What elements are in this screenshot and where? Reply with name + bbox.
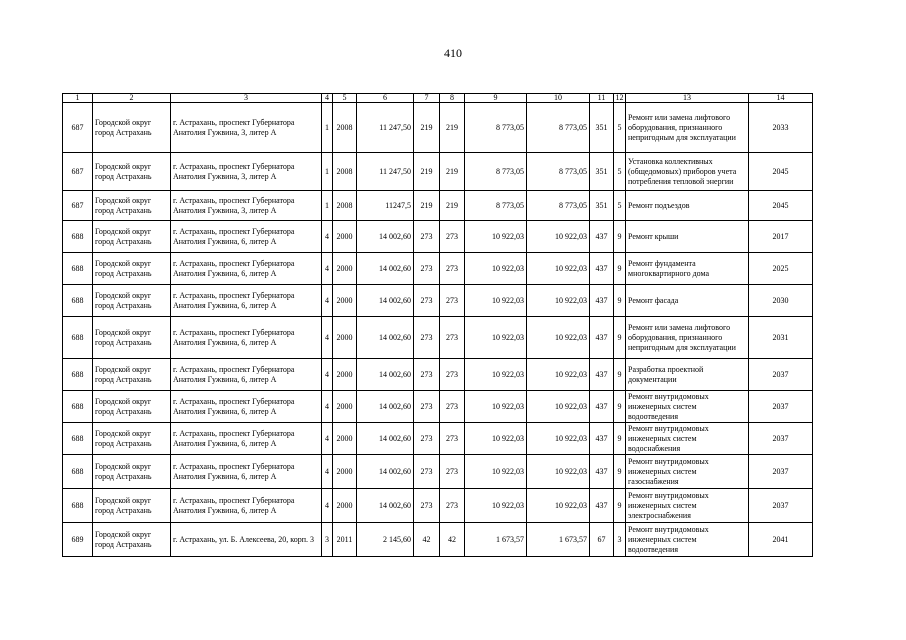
column-4-cell: 1 xyxy=(322,153,333,191)
header-cell: 13 xyxy=(626,94,749,103)
address-cell: г. Астрахань, проспект Губернатора Анатолия Гужвина, 6, литер А xyxy=(171,285,322,317)
column-12-cell: 5 xyxy=(614,191,626,221)
work-type-cell: Установка коллективных (общедомовых) приборов учета потребления тепловой энергии xyxy=(626,153,749,191)
table-row xyxy=(63,103,813,153)
column-9-cell: 10 922,03 xyxy=(465,285,527,317)
row-number-cell: 688 xyxy=(63,455,93,489)
column-4-cell: 4 xyxy=(322,221,333,253)
table-row xyxy=(63,153,813,191)
municipality-cell: Городской округ город Астрахань xyxy=(93,317,171,359)
work-type-cell: Ремонт внутридомовых инженерных систем водоотведения xyxy=(626,523,749,557)
address-cell: г. Астрахань, проспект Губернатора Анатолия Гужвина, 6, литер А xyxy=(171,253,322,285)
planned-year-cell: 2017 xyxy=(749,221,813,253)
year-cell: 2000 xyxy=(333,489,357,523)
year-cell: 2000 xyxy=(333,423,357,455)
table-row xyxy=(63,253,813,285)
column-8-cell: 273 xyxy=(440,455,465,489)
municipality-cell: Городской округ город Астрахань xyxy=(93,103,171,153)
header-cell: 12 xyxy=(615,93,624,102)
column-6-cell: 14 002,60 xyxy=(357,391,414,423)
address-cell: г. Астрахань, проспект Губернатора Анатолия Гужвина, 6, литер А xyxy=(171,489,322,523)
column-12-cell: 5 xyxy=(614,103,626,153)
row-number-cell: 688 xyxy=(63,391,93,423)
column-11-cell: 437 xyxy=(590,359,614,391)
column-10-cell: 10 922,03 xyxy=(527,285,590,317)
column-9-cell: 10 922,03 xyxy=(465,221,527,253)
table-row xyxy=(63,523,813,557)
planned-year-cell: 2030 xyxy=(749,285,813,317)
column-4-cell: 1 xyxy=(322,103,333,153)
work-type-cell: Ремонт крыши xyxy=(626,221,749,253)
planned-year-cell: 2037 xyxy=(749,455,813,489)
column-11-cell: 351 xyxy=(590,191,614,221)
row-number-cell: 688 xyxy=(63,489,93,523)
planned-year-cell: 2037 xyxy=(749,423,813,455)
address-cell: г. Астрахань, проспект Губернатора Анатолия Гужвина, 3, литер А xyxy=(171,191,322,221)
planned-year-cell: 2037 xyxy=(749,359,813,391)
column-10-cell: 10 922,03 xyxy=(527,489,590,523)
work-type-cell: Ремонт внутридомовых инженерных систем газоснабжения xyxy=(626,455,749,489)
table-row xyxy=(63,285,813,317)
address-cell: г. Астрахань, проспект Губернатора Анатолия Гужвина, 6, литер А xyxy=(171,391,322,423)
column-7-cell: 273 xyxy=(414,489,440,523)
column-4-cell: 3 xyxy=(322,523,333,557)
column-10-cell: 10 922,03 xyxy=(527,423,590,455)
municipality-cell: Городской округ город Астрахань xyxy=(93,221,171,253)
column-12-cell: 5 xyxy=(614,153,626,191)
work-type-cell: Ремонт внутридомовых инженерных систем водоотведения xyxy=(626,391,749,423)
column-11-cell: 437 xyxy=(590,253,614,285)
year-cell: 2000 xyxy=(333,359,357,391)
work-type-cell: Ремонт внутридомовых инженерных систем электроснабжения xyxy=(626,489,749,523)
column-6-cell: 14 002,60 xyxy=(357,359,414,391)
column-6-cell: 14 002,60 xyxy=(357,285,414,317)
column-4-cell: 4 xyxy=(322,391,333,423)
column-8-cell: 273 xyxy=(440,221,465,253)
column-8-cell: 273 xyxy=(440,253,465,285)
column-8-cell: 273 xyxy=(440,317,465,359)
table-row xyxy=(63,191,813,221)
column-10-cell: 10 922,03 xyxy=(527,391,590,423)
table-row xyxy=(63,455,813,489)
column-10-cell: 10 922,03 xyxy=(527,253,590,285)
column-9-cell: 8 773,05 xyxy=(465,191,527,221)
municipality-cell: Городской округ город Астрахань xyxy=(93,423,171,455)
year-cell: 2000 xyxy=(333,317,357,359)
column-8-cell: 273 xyxy=(440,359,465,391)
column-9-cell: 10 922,03 xyxy=(465,359,527,391)
header-cell: 1 xyxy=(63,94,93,103)
row-number-cell: 689 xyxy=(63,523,93,557)
row-number-cell: 688 xyxy=(63,317,93,359)
column-7-cell: 219 xyxy=(414,191,440,221)
column-8-cell: 273 xyxy=(440,285,465,317)
column-10-cell: 1 673,57 xyxy=(527,523,590,557)
column-7-cell: 273 xyxy=(414,423,440,455)
work-type-cell: Ремонт внутридомовых инженерных систем водоснабжения xyxy=(626,423,749,455)
municipality-cell: Городской округ город Астрахань xyxy=(93,359,171,391)
table-row xyxy=(63,221,813,253)
municipality-cell: Городской округ город Астрахань xyxy=(93,489,171,523)
header-cell: 9 xyxy=(465,94,527,103)
column-11-cell: 437 xyxy=(590,423,614,455)
column-8-cell: 219 xyxy=(440,103,465,153)
column-4-cell: 4 xyxy=(322,455,333,489)
column-10-cell: 10 922,03 xyxy=(527,317,590,359)
column-12-cell: 9 xyxy=(614,359,626,391)
column-4-cell: 1 xyxy=(322,191,333,221)
column-12-cell: 9 xyxy=(614,285,626,317)
row-number-cell: 688 xyxy=(63,423,93,455)
row-number-cell: 688 xyxy=(63,285,93,317)
municipality-cell: Городской округ город Астрахань xyxy=(93,285,171,317)
header-cell: 11 xyxy=(590,94,614,103)
column-7-cell: 42 xyxy=(414,523,440,557)
column-4-cell: 4 xyxy=(322,317,333,359)
address-cell: г. Астрахань, проспект Губернатора Анатолия Гужвина, 6, литер А xyxy=(171,317,322,359)
column-6-cell: 11 247,50 xyxy=(357,103,414,153)
header-cell: 10 xyxy=(527,94,590,103)
column-7-cell: 219 xyxy=(414,153,440,191)
municipality-cell: Городской округ город Астрахань xyxy=(93,523,171,557)
column-11-cell: 437 xyxy=(590,489,614,523)
address-cell: г. Астрахань, проспект Губернатора Анатолия Гужвина, 3, литер А xyxy=(171,103,322,153)
column-12-cell: 3 xyxy=(614,523,626,557)
year-cell: 2008 xyxy=(333,103,357,153)
row-number-cell: 687 xyxy=(63,103,93,153)
column-7-cell: 273 xyxy=(414,317,440,359)
column-12-cell: 9 xyxy=(614,489,626,523)
planned-year-cell: 2033 xyxy=(749,103,813,153)
work-type-cell: Разработка проектной документации xyxy=(626,359,749,391)
column-7-cell: 273 xyxy=(414,253,440,285)
address-cell: г. Астрахань, проспект Губернатора Анатолия Гужвина, 6, литер А xyxy=(171,359,322,391)
column-10-cell: 8 773,05 xyxy=(527,191,590,221)
table-row xyxy=(63,489,813,523)
address-cell: г. Астрахань, проспект Губернатора Анатолия Гужвина, 6, литер А xyxy=(171,423,322,455)
column-6-cell: 14 002,60 xyxy=(357,317,414,359)
address-cell: г. Астрахань, проспект Губернатора Анатолия Гужвина, 3, литер А xyxy=(171,153,322,191)
year-cell: 2000 xyxy=(333,455,357,489)
column-8-cell: 273 xyxy=(440,391,465,423)
planned-year-cell: 2037 xyxy=(749,391,813,423)
column-8-cell: 219 xyxy=(440,191,465,221)
work-type-cell: Ремонт или замена лифтового оборудования, признанного непригодным для эксплуатации xyxy=(626,103,749,153)
year-cell: 2000 xyxy=(333,285,357,317)
header-cell: 3 xyxy=(171,94,322,103)
column-6-cell: 2 145,60 xyxy=(357,523,414,557)
column-11-cell: 351 xyxy=(590,153,614,191)
column-10-cell: 8 773,05 xyxy=(527,153,590,191)
column-4-cell: 4 xyxy=(322,359,333,391)
column-6-cell: 14 002,60 xyxy=(357,221,414,253)
table-row xyxy=(63,391,813,423)
year-cell: 2000 xyxy=(333,391,357,423)
column-6-cell: 14 002,60 xyxy=(357,253,414,285)
column-10-cell: 10 922,03 xyxy=(527,455,590,489)
year-cell: 2000 xyxy=(333,221,357,253)
work-type-cell: Ремонт или замена лифтового оборудования, признанного непригодным для эксплуатации xyxy=(626,317,749,359)
column-4-cell: 4 xyxy=(322,253,333,285)
planned-year-cell: 2037 xyxy=(749,489,813,523)
column-7-cell: 273 xyxy=(414,285,440,317)
column-11-cell: 437 xyxy=(590,285,614,317)
column-12-cell: 9 xyxy=(614,253,626,285)
column-9-cell: 10 922,03 xyxy=(465,253,527,285)
header-cell: 5 xyxy=(333,94,357,103)
column-6-cell: 14 002,60 xyxy=(357,455,414,489)
column-9-cell: 8 773,05 xyxy=(465,103,527,153)
column-4-cell: 4 xyxy=(322,489,333,523)
header-cell: 4 xyxy=(322,94,333,103)
column-11-cell: 67 xyxy=(590,523,614,557)
column-9-cell: 10 922,03 xyxy=(465,423,527,455)
column-7-cell: 219 xyxy=(414,103,440,153)
table-body xyxy=(63,94,813,557)
column-9-cell: 10 922,03 xyxy=(465,317,527,359)
column-4-cell: 4 xyxy=(322,285,333,317)
table-row xyxy=(63,423,813,455)
column-9-cell: 10 922,03 xyxy=(465,455,527,489)
planned-year-cell: 2025 xyxy=(749,253,813,285)
address-cell: г. Астрахань, ул. Б. Алексеева, 20, корп. 3 xyxy=(171,523,322,557)
row-number-cell: 688 xyxy=(63,359,93,391)
table-row xyxy=(63,359,813,391)
year-cell: 2008 xyxy=(333,191,357,221)
column-11-cell: 437 xyxy=(590,455,614,489)
column-11-cell: 351 xyxy=(590,103,614,153)
table-row xyxy=(63,317,813,359)
column-12-cell: 9 xyxy=(614,317,626,359)
column-6-cell: 11 247,50 xyxy=(357,153,414,191)
planned-year-cell: 2041 xyxy=(749,523,813,557)
column-6-cell: 14 002,60 xyxy=(357,489,414,523)
column-10-cell: 10 922,03 xyxy=(527,221,590,253)
header-cell: 6 xyxy=(357,94,414,103)
row-number-cell: 687 xyxy=(63,191,93,221)
planned-year-cell: 2031 xyxy=(749,317,813,359)
year-cell: 2011 xyxy=(333,523,357,557)
column-10-cell: 8 773,05 xyxy=(527,103,590,153)
column-8-cell: 273 xyxy=(440,423,465,455)
column-6-cell: 14 002,60 xyxy=(357,423,414,455)
column-11-cell: 437 xyxy=(590,391,614,423)
municipality-cell: Городской округ город Астрахань xyxy=(93,253,171,285)
column-8-cell: 273 xyxy=(440,489,465,523)
column-9-cell: 10 922,03 xyxy=(465,489,527,523)
column-12-cell: 9 xyxy=(614,221,626,253)
work-type-cell: Ремонт подъездов xyxy=(626,191,749,221)
header-cell: 14 xyxy=(749,94,813,103)
column-11-cell: 437 xyxy=(590,221,614,253)
municipality-cell: Городской округ город Астрахань xyxy=(93,153,171,191)
year-cell: 2000 xyxy=(333,253,357,285)
municipality-cell: Городской округ город Астрахань xyxy=(93,455,171,489)
column-9-cell: 10 922,03 xyxy=(465,391,527,423)
column-12-cell: 9 xyxy=(614,391,626,423)
planned-year-cell: 2045 xyxy=(749,191,813,221)
planned-year-cell: 2045 xyxy=(749,153,813,191)
column-7-cell: 273 xyxy=(414,221,440,253)
column-4-cell: 4 xyxy=(322,423,333,455)
column-12-cell: 9 xyxy=(614,455,626,489)
column-11-cell: 437 xyxy=(590,317,614,359)
municipality-cell: Городской округ город Астрахань xyxy=(93,391,171,423)
address-cell: г. Астрахань, проспект Губернатора Анатолия Гужвина, 6, литер А xyxy=(171,455,322,489)
header-row xyxy=(63,94,813,103)
row-number-cell: 688 xyxy=(63,253,93,285)
column-7-cell: 273 xyxy=(414,391,440,423)
column-9-cell: 1 673,57 xyxy=(465,523,527,557)
column-6-cell: 11247,5 xyxy=(357,191,414,221)
column-10-cell: 10 922,03 xyxy=(527,359,590,391)
address-cell: г. Астрахань, проспект Губернатора Анатолия Гужвина, 6, литер А xyxy=(171,221,322,253)
page-number: 410 xyxy=(444,46,462,60)
row-number-cell: 687 xyxy=(63,153,93,191)
column-12-cell: 9 xyxy=(614,423,626,455)
municipality-cell: Городской округ город Астрахань xyxy=(93,191,171,221)
header-cell: 8 xyxy=(440,94,465,103)
column-7-cell: 273 xyxy=(414,359,440,391)
column-9-cell: 8 773,05 xyxy=(465,153,527,191)
column-8-cell: 42 xyxy=(440,523,465,557)
year-cell: 2008 xyxy=(333,153,357,191)
work-type-cell: Ремонт фасада xyxy=(626,285,749,317)
header-cell: 2 xyxy=(93,94,171,103)
column-7-cell: 273 xyxy=(414,455,440,489)
capital-repair-table xyxy=(62,93,813,557)
header-cell: 7 xyxy=(414,94,440,103)
row-number-cell: 688 xyxy=(63,221,93,253)
work-type-cell: Ремонт фундамента многоквартирного дома xyxy=(626,253,749,285)
column-8-cell: 219 xyxy=(440,153,465,191)
